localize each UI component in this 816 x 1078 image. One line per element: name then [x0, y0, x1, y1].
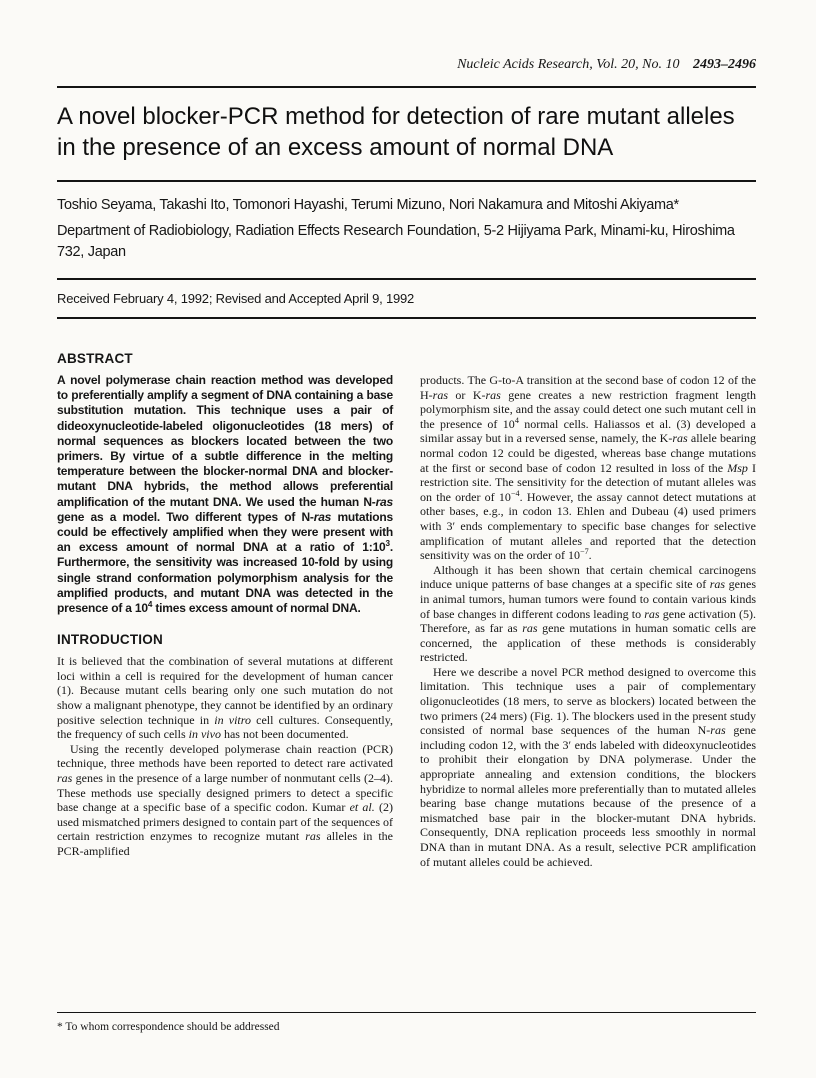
introduction-paragraph: Using the recently developed polymerase chain reaction (PCR) technique, three methods have been reported to detect rare activated ras genes in the presence of a large number of nonmutant cells (2–4). These methods use specially designed primers to detect a specific base change at a specific base of a specific codon. Kumar et al. (2) used mismatched primers designed to contain part of the sequences of certain restriction enzymes to recognize mutant ras alleles in the PCR-amplified [57, 741, 393, 858]
correspondence-footnote: * To whom correspondence should be addressed [57, 1021, 280, 1033]
received-divider [57, 317, 756, 319]
page-footer [57, 1012, 756, 1034]
journal-citation [57, 56, 756, 73]
title-divider [57, 180, 756, 182]
author-list: Toshio Seyama, Takashi Ito, Tomonori Hayashi, Terumi Mizuno, Nori Nakamura and Mitoshi Akiyama* [57, 197, 679, 213]
two-column-body [57, 351, 756, 869]
paper-title: A novel blocker-PCR method for detection of rare mutant alleles in the presence of an excess amount of normal DNA [57, 103, 735, 161]
footnote-divider [57, 1012, 756, 1013]
left-column [57, 351, 393, 869]
introduction-heading: INTRODUCTION [57, 632, 163, 648]
header-divider [57, 86, 756, 88]
affiliation-divider [57, 278, 756, 280]
right-column [420, 351, 756, 869]
abstract-text: A novel polymerase chain reaction method was developed to preferentially amplify a segment of DNA containing a base substitution mutation. This technique uses a pair of dideoxynucleotide-labeled oligonucleotides (18 mers) of normal sequences as blockers located between the two primers. By virtue of a subtle difference in the melting temperature between the blocker-normal DNA and blocker-mutant DNA hybrids, the method allows preferential amplification of the mutant DNA. We used the human N-ras gene as a model. Two different types of N-ras mutations could be effectively amplified when they were present with an excess amount of normal DNA at a ratio of $1:10^3$. Furthermore, the sensitivity was increased 10-fold by using single strand conformation polymorphism analysis for the amplified products, and mutant DNA was detected in the presence of a $10^4$ times excess amount of normal DNA. [57, 373, 393, 616]
received-dates: Received February 4, 1992; Revised and Accepted April 9, 1992 [57, 291, 415, 306]
introduction-paragraph: Although it has been shown that certain chemical carcinogens induce unique patterns of base changes at a specific site of ras genes in animal tumors, human tumors were found to contain various kinds of base changes in different codons leading to ras gene activation (5). Therefore, as far as ras gene mutations in human somatic cells are concerned, the application of these methods is considerably restricted. [420, 562, 757, 665]
introduction-paragraph: Here we describe a novel PCR method designed to overcome this limitation. This technique uses a pair of complementary oligonucleotides (18 mers, to serve as blockers) located between the two primers (24 mers) (Fig. 1). The blockers used in the present study consisted of normal base sequences of the human N-ras gene including codon 12, with the 3′ ends labeled with dideoxynucleotides to prohibit their elongation by DNA polymerase. Under the appropriate annealing and extension conditions, the blockers hybridize to normal alleles more preferentially than to mutated alleles bearing base change mutations because of the presence of a mismatched base pair in the blocker-mutant DNA hybrids. Consequently, DNA replication proceeds less smoothly in normal DNA than in mutant DNA. As a result, selective PCR amplification of mutant alleles could be achieved. [420, 664, 757, 869]
abstract-heading: ABSTRACT [57, 351, 133, 366]
introduction-paragraph: products. The G-to-A transition at the second base of codon 12 of the H-ras or K-ras gene creates a new restriction fragment length polymorphism site, and the assay could detect one such mutant cell in the presence of $10^4$ normal cells. Haliassos et al. (3) developed a similar assay but in a reversed sense, namely, the K-ras allele bearing normal codon 12 could be digested, whereas base change mutations at the first or second base of codon 12 resulted in loss of the Msp I restriction site. The sensitivity for the detection of mutant alleles was on the order of $10^{-4}$. However, the assay cannot detect mutations at other bases, e.g., in codon 13. Ehlen and Dubeau (4) used primers with 3′ ends complementary to specific base changes for selective amplification of mutant alleles and reported that the detection sensitivity was on the order of $10^{-7}$. [420, 373, 757, 563]
affiliation: Department of Radiobiology, Radiation Effects Research Foundation, 5-2 Hijiyama Park, Minami-ku, Hiroshima 732, Japan [57, 223, 735, 260]
journal-name: Nucleic Acids Research, Vol. 20, No. 10 [457, 57, 680, 72]
introduction-paragraph: It is believed that the combination of several mutations at different loci within a cell is required for the development of human cancer (1). Because mutant cells bearing only one such mutation do not show a malignant phenotype, they cannot be identified by an ordinary positive selection technique in in vitro cell cultures. Consequently, the frequency of such cells in vivo has not been documented. [57, 654, 393, 742]
journal-page-range: 2493–2496 [693, 57, 756, 72]
